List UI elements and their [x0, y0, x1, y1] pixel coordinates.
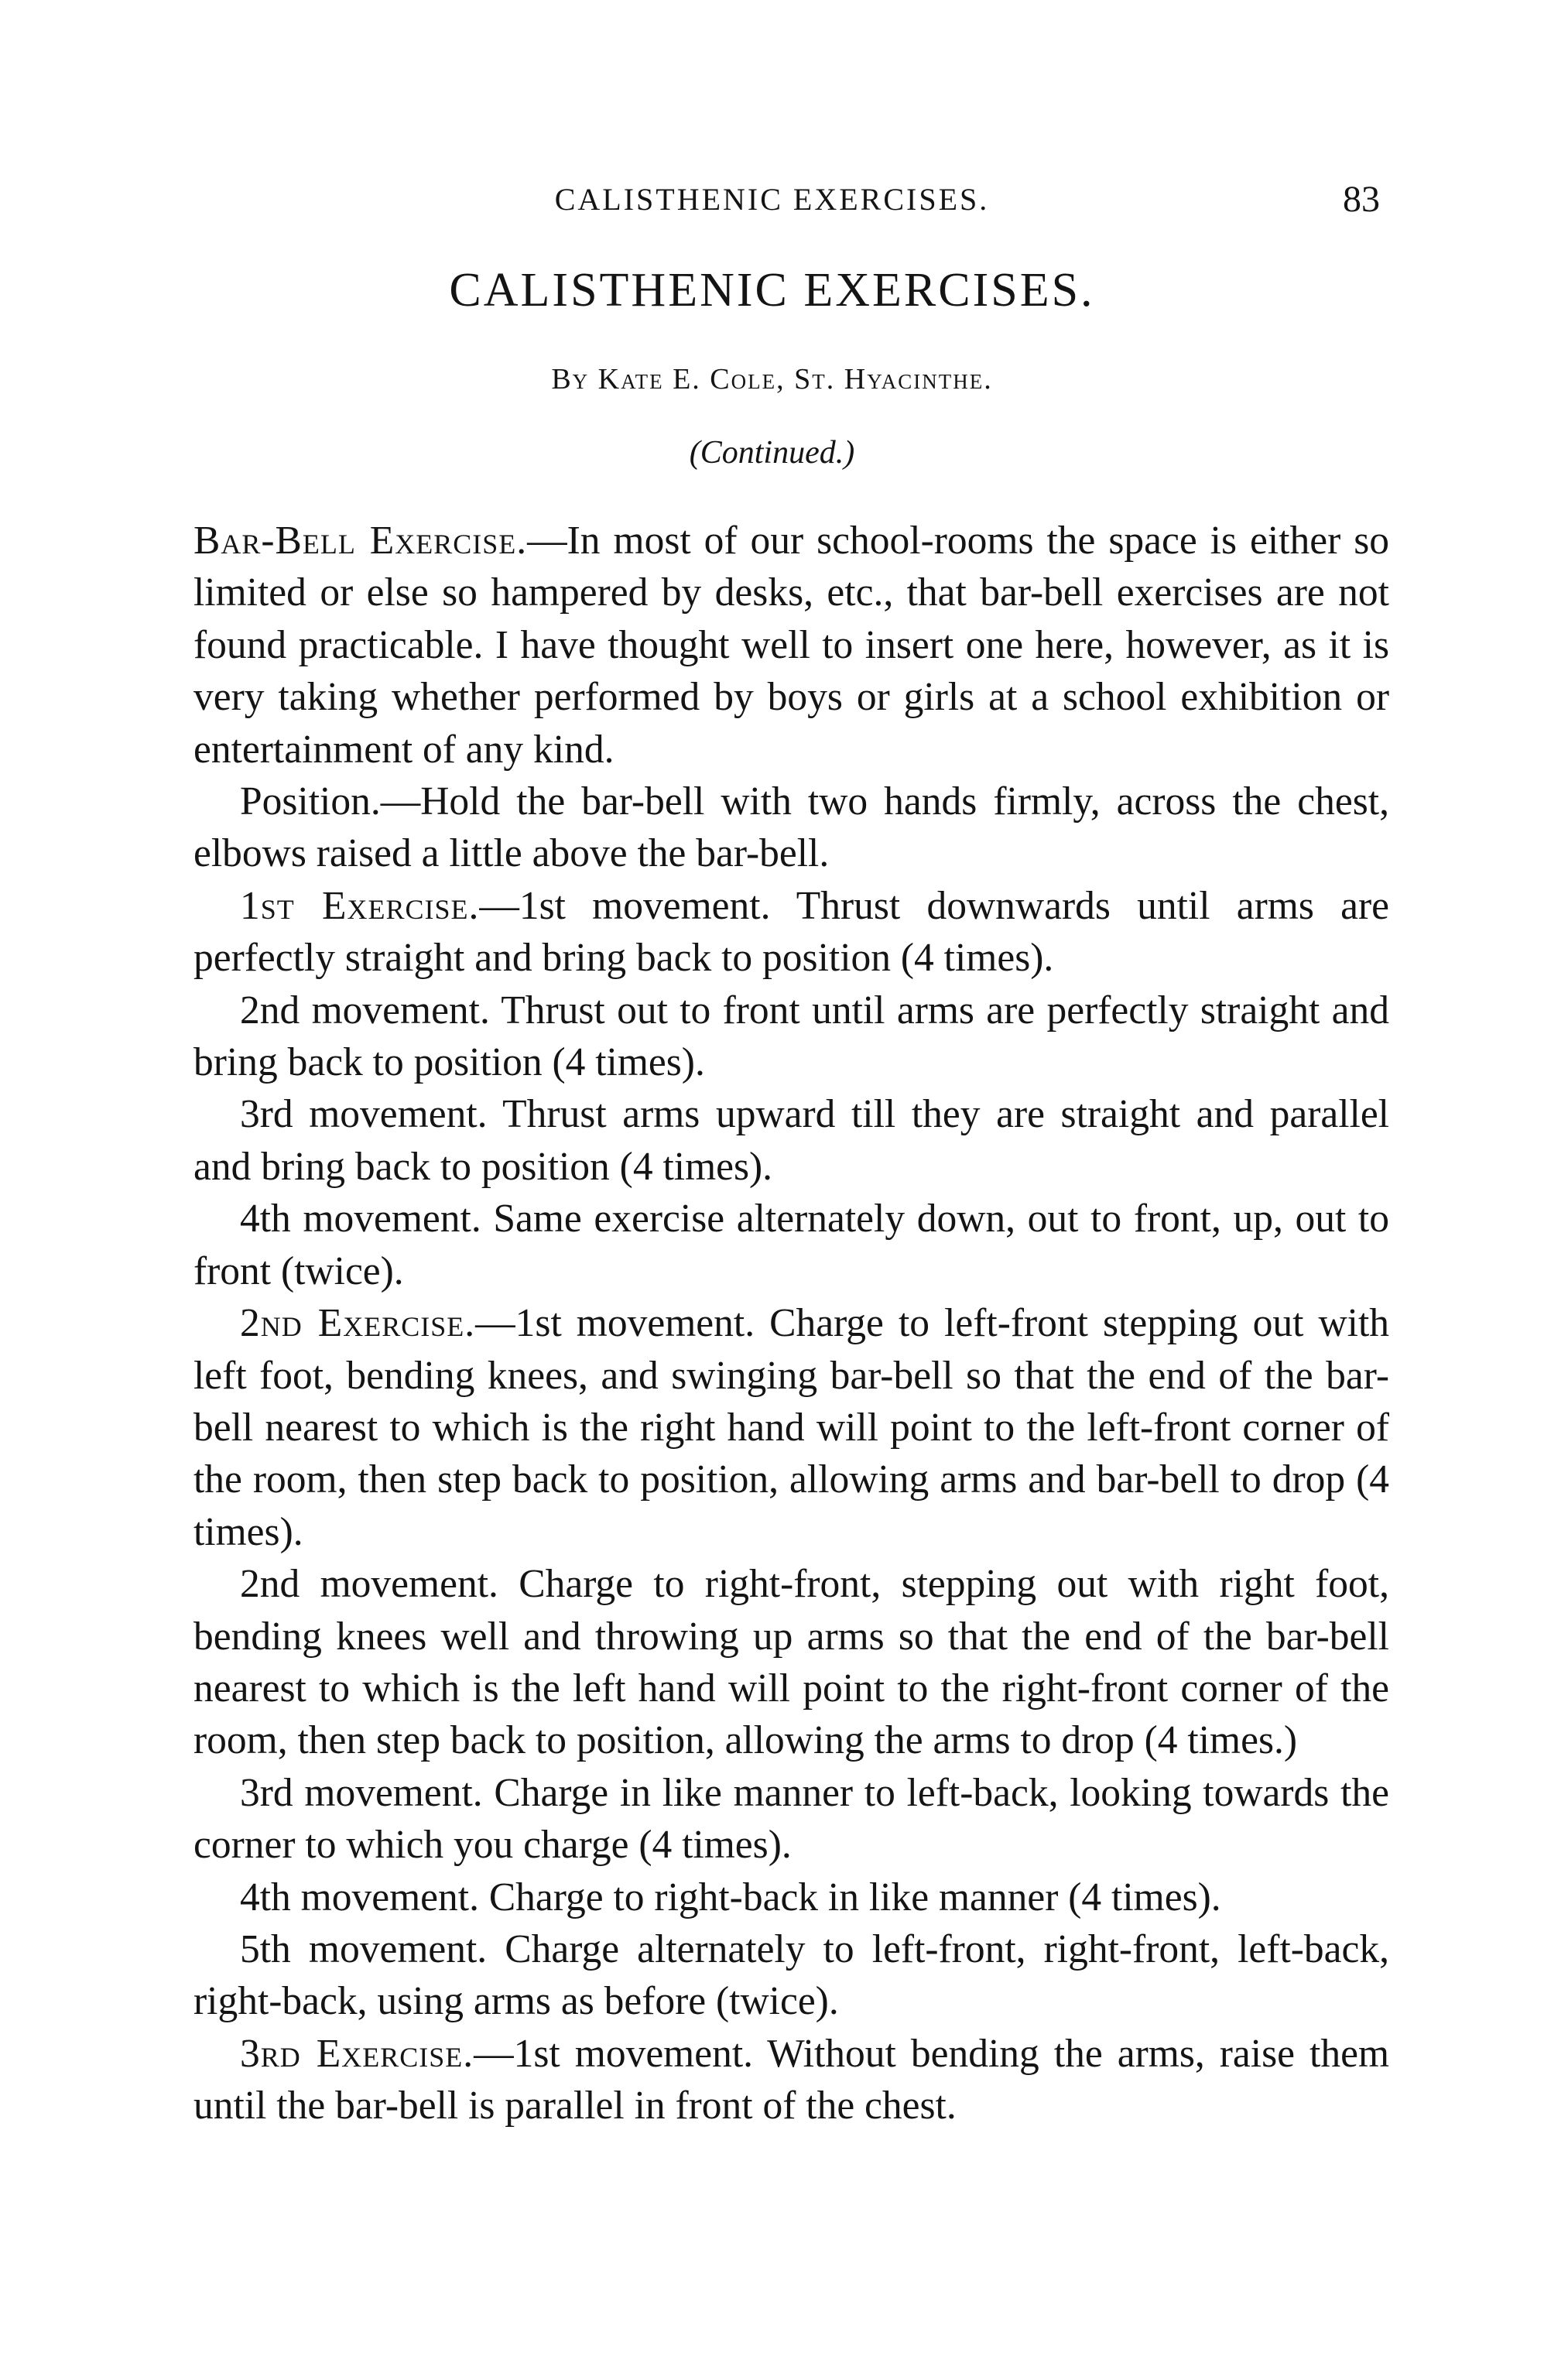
- paragraph-1st-exercise: [193, 880, 1389, 985]
- paragraph-text: 4th movement. Same exercise alternately down, out to front, up, out to front (twice).: [193, 1197, 1389, 1293]
- paragraph-text: 5th movement. Charge alternately to left-front, right-front, left-back, right-back, using arms as before (twice).: [193, 1926, 1389, 2024]
- paragraph-3rd-exercise: [193, 2028, 1389, 2132]
- paragraph-text: Position.—Hold the bar-bell with two hands firmly, across the chest, elbows raised a little above the bar-bell.: [193, 779, 1389, 876]
- section-lead: 2nd Exercise.: [240, 1301, 476, 1346]
- paragraph-movement: [193, 1923, 1389, 2028]
- paragraph-text: 4th movement. Charge to right-back in like manner (4 times).: [240, 1875, 1221, 1919]
- paragraph-2nd-exercise: [193, 1297, 1389, 1558]
- article-body: [193, 515, 1389, 2132]
- paragraph-movement: [193, 1558, 1389, 1767]
- paragraph-movement: [193, 1193, 1389, 1297]
- section-lead: 3rd Exercise.: [240, 2031, 474, 2076]
- paragraph-text: —In most of our school-rooms the space is either so limited or else so hampered by desks, etc., that bar-bell exercises are not found practicable. I have thought well to insert one here, however, as it is very taking whether performed by boys or girls at a school exhibition or entertainment of any kind.: [193, 519, 1389, 772]
- paragraph-text: 3rd movement. Thrust arms upward till they are straight and parallel and bring back to position (4 times).: [193, 1092, 1389, 1189]
- paragraph-text: 3rd movement. Charge in like manner to left-back, looking towards the corner to which you charge (4 times).: [193, 1770, 1389, 1868]
- paragraph-text: —1st movement. Charge to left-front stepping out with left foot, bending knees, and swinging bar-bell so that the end of the bar-bell nearest to which is the right hand will point to the left-front corner of the room, then step back to position, allowing arms and bar-bell to drop (4 times).: [193, 1301, 1390, 1554]
- running-title: CALISTHENIC EXERCISES.: [554, 182, 990, 217]
- paragraph-movement: [193, 1767, 1389, 1871]
- section-lead: 1st Exercise.: [240, 883, 480, 928]
- paragraph-movement: [193, 1871, 1389, 1923]
- page-number: 83: [1343, 179, 1380, 220]
- paragraph-bar-bell-intro: [193, 515, 1389, 776]
- paragraph-movement: [193, 1088, 1389, 1193]
- paragraph-text: —1st movement. Without bending the arms, raise them until the bar-bell is parallel in front of the chest.: [193, 2031, 1389, 2128]
- byline: By Kate E. Cole, St. Hyacinthe.: [551, 363, 993, 396]
- paragraph-position: [193, 776, 1389, 880]
- article-title: CALISTHENIC EXERCISES.: [449, 264, 1095, 317]
- paragraph-text: 2nd movement. Thrust out to front until arms are perfectly straight and bring back to position (4 times).: [193, 988, 1389, 1085]
- continued-note: (Continued.): [689, 435, 855, 471]
- paragraph-text: 2nd movement. Charge to right-front, stepping out with right foot, bending knees well and throwing up arms so that the end of the bar-bell nearest to which is the left hand will point to the right-front corner of the room, then step back to position, allowing the arms to drop (4 times.): [193, 1562, 1389, 1763]
- running-head: [0, 176, 1544, 223]
- paragraph-text: —1st movement. Thrust downwards until arms are perfectly straight and bring back to position (4 times).: [193, 883, 1389, 981]
- paragraph-movement: [193, 985, 1389, 1089]
- section-lead: Bar-Bell Exercise.: [193, 519, 528, 563]
